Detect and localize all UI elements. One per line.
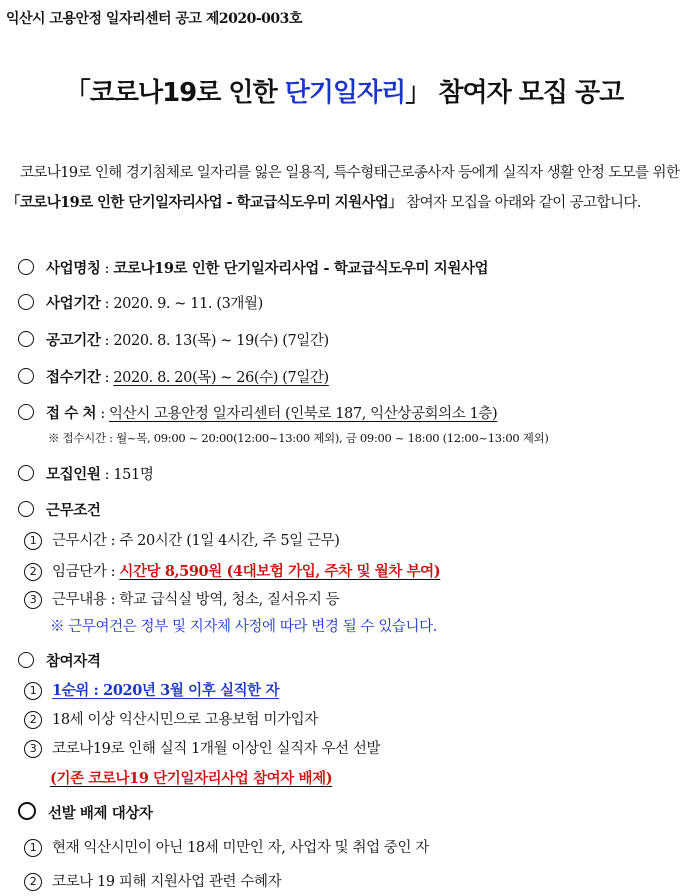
item-label: 접 수 처 — [46, 405, 97, 422]
item-value: 2020. 9. ~ 11. (3개월) — [113, 296, 263, 312]
item-recruit-count — [18, 463, 153, 484]
item-project-name — [18, 257, 488, 278]
intro-paragraph — [6, 158, 682, 218]
circled-number: 1 — [24, 839, 42, 857]
condition-prefix: 임금단가 : — [52, 564, 120, 580]
circled-number: 3 — [24, 591, 42, 609]
conditions-change-note: ※ 근무여건은 정부 및 지자체 사정에 따라 변경 될 수 있습니다. — [50, 619, 437, 635]
circle-bullet-icon — [18, 294, 34, 310]
circle-bullet-icon — [18, 501, 34, 517]
item-notice-period — [18, 329, 329, 350]
notice-number: 익산시 고용안정 일자리센터 공고 제2020-003호 — [6, 11, 302, 27]
intro-text-2: 참여자 모집을 아래와 같이 공고합니다. — [402, 195, 641, 211]
exclusion-text: 코로나 19 피해 지원사업 관련 수혜자 — [52, 874, 282, 890]
item-value: 151명 — [113, 467, 154, 483]
condition-wage — [24, 560, 440, 581]
circle-bullet-icon — [18, 652, 34, 668]
item-project-period — [18, 292, 263, 313]
section-label: 근무조건 — [46, 502, 101, 519]
circled-number: 1 — [24, 682, 42, 700]
item-separator: : — [96, 406, 110, 422]
wage-value: 시간당 8,590원 (4대보험 가입, 주차 및 월차 부여) — [119, 563, 441, 580]
title-prefix: 「코로나19로 인한 — [64, 78, 285, 108]
circled-number: 2 — [24, 873, 42, 891]
condition-text: 근무시간 : 주 20시간 (1일 4시간, 주 5일 근무) — [52, 533, 340, 549]
item-value: 2020. 8. 13(목) ~ 19(수) (7일간) — [113, 333, 329, 349]
item-label: 접수기간 — [46, 369, 101, 386]
qualification-3 — [24, 737, 380, 758]
qualification-text: 18세 이상 익산시민으로 고용보험 미가입자 — [52, 712, 318, 728]
item-receipt-period — [18, 366, 329, 387]
circle-bullet-icon — [18, 368, 34, 384]
qualification-2 — [24, 708, 318, 729]
page-title — [0, 72, 688, 109]
exclusion-1 — [24, 836, 429, 857]
circle-bullet-icon — [18, 802, 36, 820]
section-qualification — [18, 650, 100, 671]
item-label: 공고기간 — [46, 332, 101, 349]
qualification-text: 코로나19로 인해 실직 1개월 이상인 실직자 우선 선발 — [52, 741, 381, 757]
exclusion-2 — [24, 870, 281, 891]
section-work-conditions — [18, 499, 100, 520]
item-separator: : — [100, 261, 114, 277]
condition-text: 근무내용 : 학교 급식실 방역, 청소, 질서유지 등 — [52, 592, 340, 608]
item-receipt-place — [18, 402, 497, 423]
item-value: 2020. 8. 20(목) ~ 26(수) (7일간) — [113, 370, 329, 386]
exclusion-text: 현재 익산시민이 아닌 18세 미만인 자, 사업자 및 취업 중인 자 — [52, 840, 429, 856]
item-separator: : — [100, 370, 114, 386]
section-label: 참여자격 — [46, 653, 101, 670]
item-separator: : — [100, 333, 114, 349]
section-exclusion — [18, 802, 153, 823]
item-value: 익산시 고용안정 일자리센터 (인북로 187, 익산상공회의소 1층) — [109, 406, 498, 422]
qualification-text: 1순위 : 2020년 3월 이후 실직한 자 — [52, 682, 280, 699]
title-highlight: 단기일자리 — [284, 78, 406, 108]
qualification-1 — [24, 679, 279, 700]
circle-bullet-icon — [18, 404, 34, 420]
receipt-hours-note: ※ 접수시간 : 월~목, 09:00 ~ 20:00(12:00~13:00 제외), 금 09:00 ~ 18:00 (12:00~13:00 제외) — [48, 431, 549, 445]
item-separator: : — [100, 467, 114, 483]
section-label: 선발 배제 대상자 — [48, 805, 153, 822]
item-label: 사업기간 — [46, 295, 101, 312]
circled-number: 1 — [24, 532, 42, 550]
circle-bullet-icon — [18, 331, 34, 347]
circled-number: 2 — [24, 563, 42, 581]
circle-bullet-icon — [18, 259, 34, 275]
circled-number: 3 — [24, 740, 42, 758]
title-suffix: 」 참여자 모집 공고 — [405, 78, 624, 108]
condition-hours — [24, 529, 340, 550]
item-label: 사업명칭 — [46, 260, 101, 277]
item-label: 모집인원 — [46, 466, 101, 483]
item-separator: : — [100, 296, 114, 312]
circle-bullet-icon — [18, 465, 34, 481]
condition-duties — [24, 588, 339, 609]
item-value: 코로나19로 인한 단기일자리사업 - 학교급식도우미 지원사업 — [113, 260, 489, 277]
intro-project-name: 「코로나19로 인한 단기일자리사업 - 학교급식도우미 지원사업」 — [6, 194, 403, 211]
circled-number: 2 — [24, 711, 42, 729]
qualification-exclusion-note: (기존 코로나19 단기일자리사업 참여자 배제) — [50, 770, 333, 787]
intro-text-1: 코로나19로 인해 경기침체로 일자리를 잃은 일용직, 특수형태근로종사자 등에게 실직자 생활 안정 도모를 위한 — [20, 165, 680, 181]
